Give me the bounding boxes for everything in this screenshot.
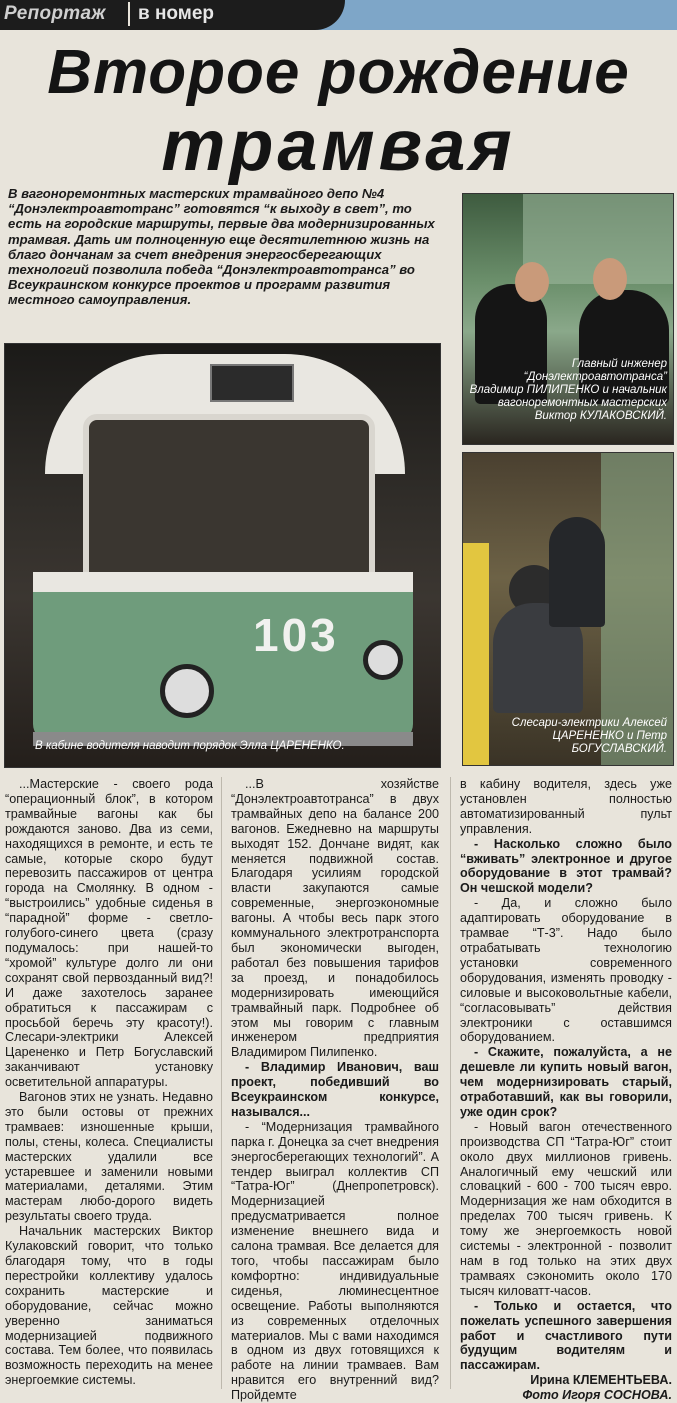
electricians-photo-caption: Слесари-электрики Алексей ЦАРЕНЕНКО и Петр БОГУСЛАВСКИЙ.	[511, 717, 667, 755]
rubric-label	[0, 0, 345, 30]
interview-question: - Скажите, пожалуйста, а не дешевле ли купить новый вагон, чем модернизировать старый, отработавший, как вы говорили, уже один срок?	[460, 1045, 672, 1119]
rubric-section: Репортаж	[4, 3, 106, 24]
paragraph: - “Модернизация трамвайного парка г. Донецка за счет внедрения энергосберегающих технологий”. А тендер выиграл коллектив СП “Татра-Юг” (Днепропетровск). Модернизацией предусматривается полное изменение внешнего вида и салона трамвая. Все делается для того, чтобы пассажирам было комфортно: индивидуальные сиденья, люминесцентное освещение. Работы выполняются из современных отделочных материалов. Мы с вами находимся в одном из двух готовящихся к работе на линии трамваев. Вам нравится его внутренний вид? Пройдемте	[231, 1119, 439, 1403]
headline-line-1: Второе рождение	[47, 38, 630, 107]
rubric-separator	[128, 2, 130, 26]
main-photo-caption: В кабине водителя наводит порядок Элла ЦАРЕНЕНКО.	[35, 740, 345, 752]
article-column-1	[5, 777, 213, 1388]
paragraph: ...В хозяйстве “Донэлектроавтотранса” в двух трамвайных депо на балансе 200 вагонов. Ежедневно на маршруты выходят 152. Дончане видят, как меняется подвижной состав. Благодаря усилиям городской власти закупаются самые современные, энергоэкономные вагоны. А чтобы весь парк этого коммунального электротранспорта был экономически выгоден, работал без повышения тарифов за проезд, и понадобилось модернизировать имеющийся трамвайный парк. Подробнее об этом мы говорим с главным инженером предприятия Владимиром Пилипенко.	[231, 777, 439, 1060]
article-column-3	[460, 777, 672, 1403]
column-divider-2	[450, 777, 451, 1389]
headline-line-2: трамвая	[161, 106, 516, 186]
lead-paragraph: В вагоноремонтных мастерских трамвайного депо №4 “Донэлектроавтотранс” готовятся “к выходу в свет”, то есть на городские маршруты, первые два модернизированных трамвая. Дать им полноценную еще десятилетнюю жизнь на благо дончанам за счет внедрения энергосберегающих технологий позволила победа “Донэлектроавтотранса” во Всеукраинском конкурсе проектов и программ развития местного самоуправления.	[8, 186, 435, 308]
column-divider-1	[221, 777, 222, 1389]
author-signature: Ирина КЛЕМЕНТЬЕВА.	[530, 1373, 672, 1388]
tram-photo	[4, 343, 441, 768]
paragraph: - Новый вагон отечественного производства СП “Татра-Юг” стоит около двух миллионов гривень. Аналогичный ему чешский или словацкий - 600 - 700 тысяч евро. Модернизация же нам обходится в пределах 700 тысяч гривень. К тому же энергоемкость новой системы - электронной - позволит нам в год только на этих двух трамваях сэкономить около 170 тысяч киловатт-часов.	[460, 1119, 672, 1298]
interview-question: - Насколько сложно было “вживать” электронное и другое оборудование в этот трамвай? Он чешской модели?	[460, 836, 672, 896]
person-left-head	[515, 262, 549, 302]
photo-credit: Фото Игоря СОСНОВА.	[522, 1388, 672, 1403]
tram-headlight-left	[160, 664, 214, 718]
paragraph: в кабину водителя, здесь уже установлен полностью автоматизированный пульт управления.	[460, 777, 672, 836]
tram-windshield	[83, 414, 375, 586]
interview-question: - Владимир Иванович, ваш проект, победивший во Всеукраинском конкурсе, назывался...	[231, 1060, 439, 1119]
worker-back	[549, 517, 605, 627]
engineers-photo	[462, 193, 674, 445]
person-right-head	[593, 258, 627, 300]
paragraph: ...Мастерские - своего рода “операционный блок”, в котором трамвайные вагоны как бы рождаются заново. Два из семи, находящихся в ремонте, и есть те самые, которые скоро будут перевозить пассажиров от центра города на Смолянку. В одном - “выстроились” удобные сиденья в “парадной” форме - светло-голубого-синего цвета (сразу подумалось: при нашей-то “хромой” культуре долго ли они сохранят свой первозданный вид?! И даже захотелось заранее обратиться к пассажирам с просьбой беречь эту красоту!). Слесари-электрики Алексей Царененко и Петр Богуславский заканчивают установку осветительной аппаратуры.	[5, 777, 213, 1090]
paragraph: Вагонов этих не узнать. Недавно это были остовы от прежних трамваев: изношенные крыши, полы, стены, колеса. Специалисты мастерских удалили все устаревшее и заменили новыми материалами, деталями. Этим мастерам любо-дорого видеть результаты своего труда.	[5, 1090, 213, 1224]
rubric-tag: в номер	[138, 3, 215, 24]
paragraph: - Да, и сложно было адаптировать оборудование в трамвае “Т-3”. Надо было отрабатывать технологию установки современного оборудования, изменять проводку - силовые и высоковольтные кабели, “согласовывать” действия электроники с оставшимся оборудованием.	[460, 896, 672, 1045]
tram-number: 103	[253, 609, 339, 661]
engineers-photo-caption: Главный инженер “Донэлектроавтотранса” Владимир ПИЛИПЕНКО и начальник вагоноремонтных мастерских Виктор КУЛАКОВСКИЙ.	[469, 358, 667, 422]
tram-headlight-right	[363, 640, 403, 680]
tram-route-sign	[210, 364, 294, 402]
article-column-2	[231, 777, 439, 1403]
interview-question: - Только и остается, что пожелать успешного завершения работ и счастливого пути будущим водителям и пассажирам.	[460, 1298, 672, 1373]
paragraph: Начальник мастерских Виктор Кулаковский говорит, что только благодаря тому, что в годы перестройки коллективу удалось сохранить мастерские и оборудование, сейчас можно уверенно заниматься модернизацией подвижного состава. Тем более, что появилась возможность переходить на менее энергоемкие системы.	[5, 1224, 213, 1388]
electricians-photo	[462, 452, 674, 766]
tram-green-body	[33, 592, 413, 742]
